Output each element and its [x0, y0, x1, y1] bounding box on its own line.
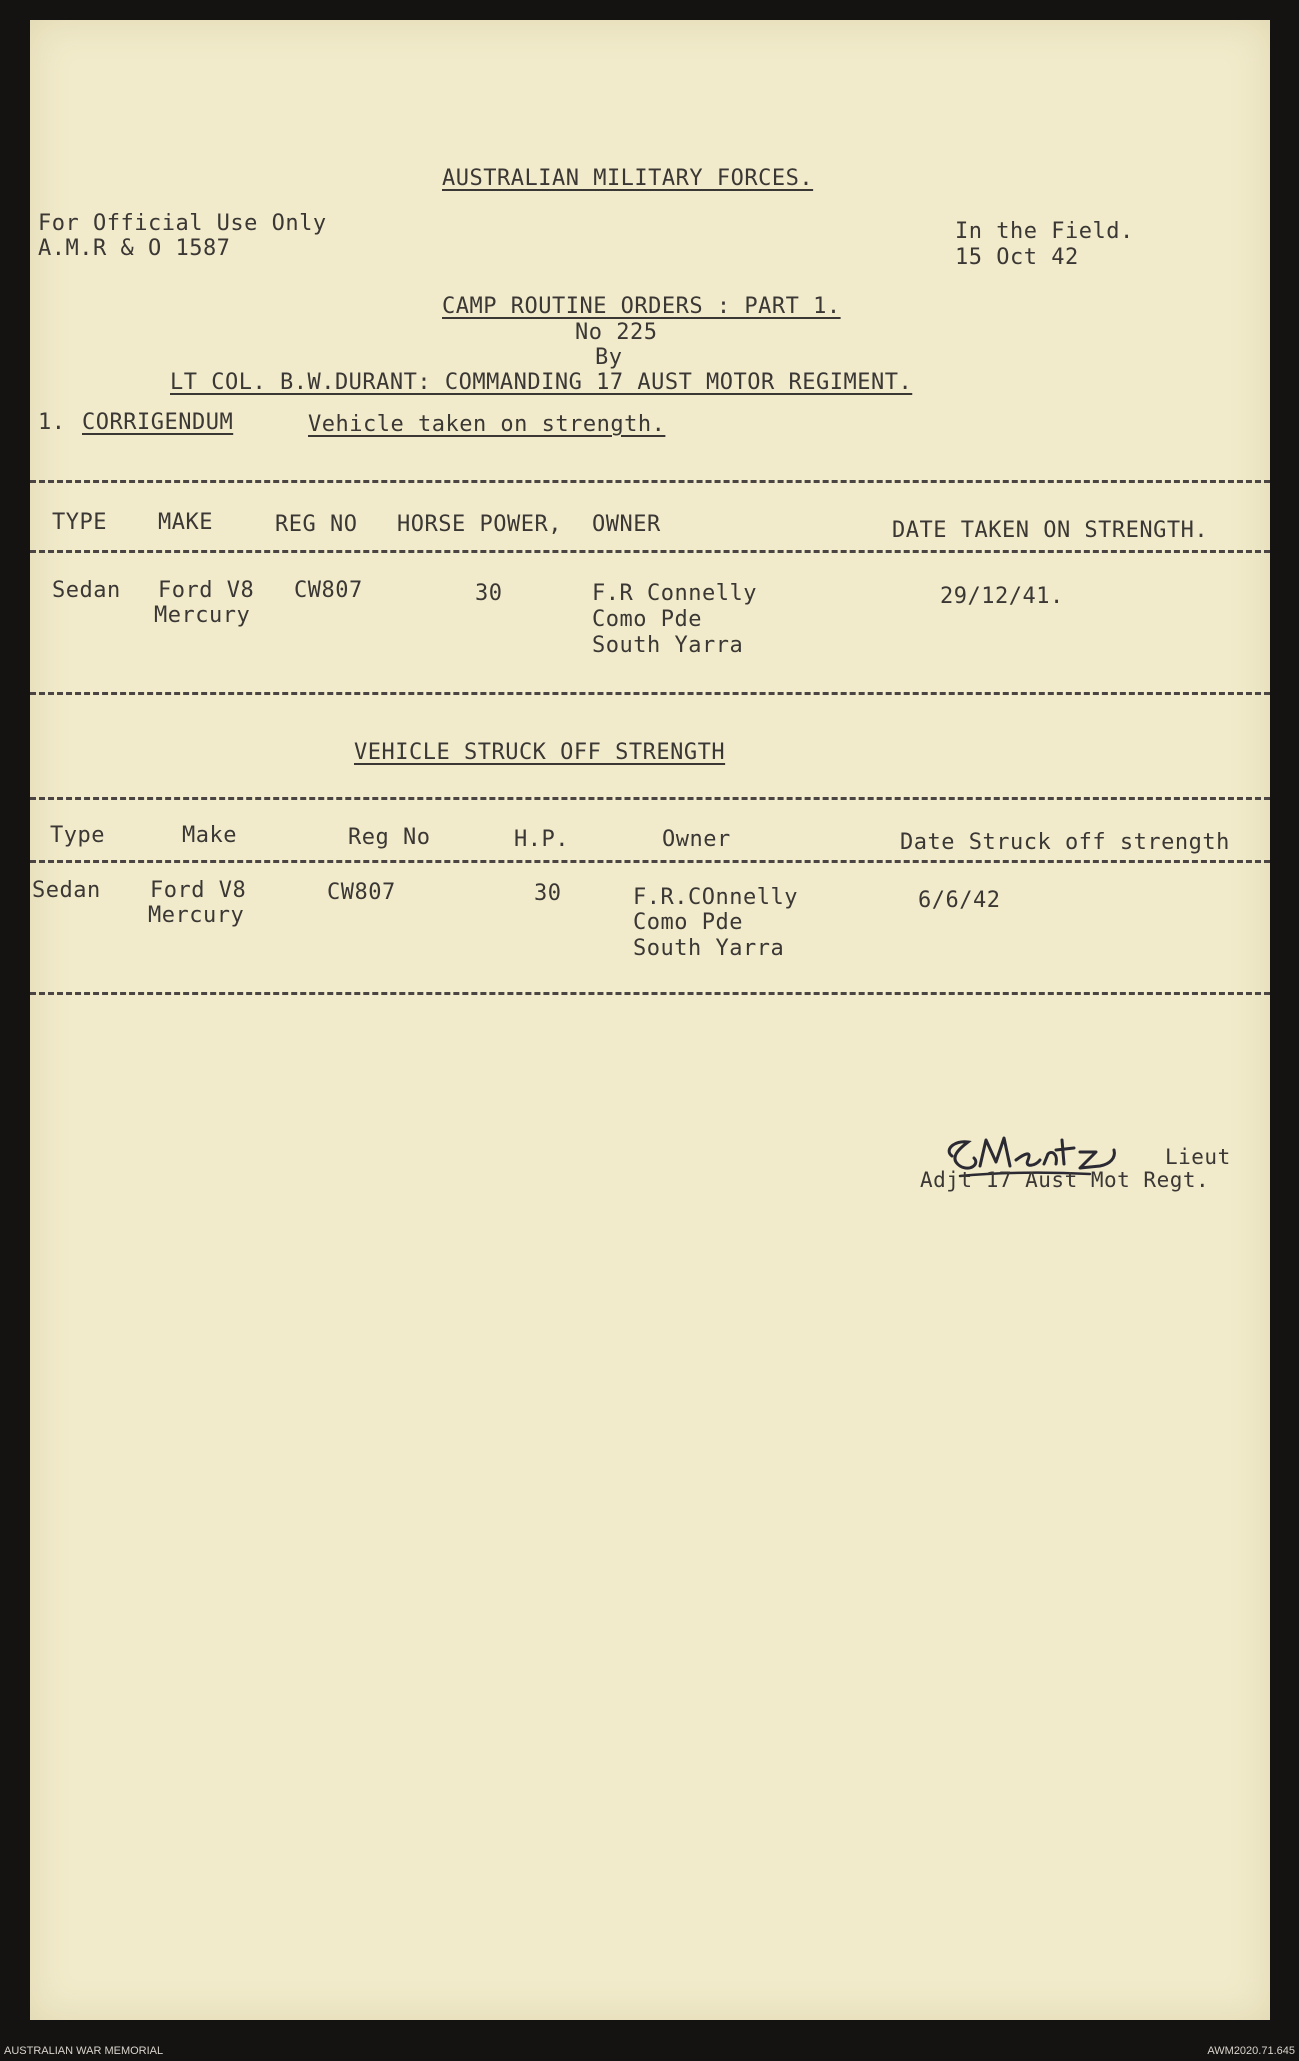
signatory-rank: Lieut — [1165, 1145, 1231, 1169]
table2-cell-owner: F.R.COnnelly — [633, 885, 798, 910]
table1-header-reg: REG NO — [275, 512, 358, 537]
section-number: 1. — [38, 410, 66, 435]
location: In the Field. — [955, 219, 1134, 244]
table2-cell-owner-3: South Yarra — [633, 936, 785, 961]
table1-cell-make-2: Mercury — [154, 603, 251, 628]
table1-header-type: TYPE — [52, 510, 107, 535]
table2-header-make: Make — [182, 823, 237, 848]
table1-header-make: MAKE — [158, 510, 213, 535]
table1-header-date: DATE TAKEN ON STRENGTH. — [892, 518, 1209, 543]
security-classification: For Official Use Only — [38, 211, 327, 236]
reference-number: A.M.R & O 1587 — [38, 236, 231, 261]
table2-cell-date: 6/6/42 — [918, 888, 1001, 913]
table2-header-hp: H.P. — [514, 827, 569, 852]
table1-cell-owner-2: Como Pde — [592, 607, 702, 632]
table2-header-date: Date Struck off strength — [900, 830, 1230, 855]
table1-cell-owner-3: South Yarra — [592, 633, 744, 658]
table2-header-reg: Reg No — [348, 825, 431, 850]
table2-header-type: Type — [50, 823, 105, 848]
orders-by: By — [595, 345, 623, 370]
table2-cell-reg: CW807 — [327, 880, 396, 905]
table1-bottom-rule — [30, 692, 1270, 695]
table2-top-rule — [30, 797, 1270, 800]
table1-cell-type: Sedan — [52, 578, 121, 603]
table1-cell-make: Ford V8 — [158, 578, 255, 603]
table2-cell-make: Ford V8 — [150, 878, 247, 903]
table2-bottom-rule — [30, 992, 1270, 995]
table1-cell-date: 29/12/41. — [940, 584, 1064, 609]
orders-number: No 225 — [575, 320, 658, 345]
table2-header-rule — [30, 860, 1270, 863]
document-page — [30, 20, 1270, 2020]
document-title: AUSTRALIAN MILITARY FORCES. — [442, 166, 814, 191]
signatory-title: Adjt 17 Aust Mot Regt. — [920, 1168, 1210, 1192]
table2-cell-owner-2: Como Pde — [633, 910, 743, 935]
table2-header-owner: Owner — [662, 827, 731, 852]
table1-top-rule — [30, 480, 1270, 483]
orders-title: CAMP ROUTINE ORDERS : PART 1. — [442, 294, 841, 319]
table1-header-rule — [30, 550, 1270, 553]
table1-cell-hp: 30 — [475, 581, 503, 606]
table2-cell-make-2: Mercury — [148, 903, 245, 928]
document-date: 15 Oct 42 — [955, 245, 1079, 270]
section2-heading: VEHICLE STRUCK OFF STRENGTH — [354, 740, 726, 765]
commander-line: LT COL. B.W.DURANT: COMMANDING 17 AUST MOTOR REGIMENT. — [170, 370, 913, 395]
section-heading: CORRIGENDUM — [82, 410, 234, 435]
table2-cell-hp: 30 — [534, 881, 562, 906]
table1-cell-owner: F.R Connelly — [592, 581, 757, 606]
archive-credit: AUSTRALIAN WAR MEMORIAL — [4, 2045, 164, 2057]
table2-cell-type: Sedan — [32, 878, 101, 903]
section-subheading: Vehicle taken on strength. — [308, 412, 666, 437]
table1-cell-reg: CW807 — [294, 578, 363, 603]
table1-header-hp: HORSE POWER, — [397, 512, 562, 537]
archive-reference: AWM2020.71.645 — [1207, 2045, 1295, 2057]
table1-header-owner: OWNER — [592, 512, 661, 537]
